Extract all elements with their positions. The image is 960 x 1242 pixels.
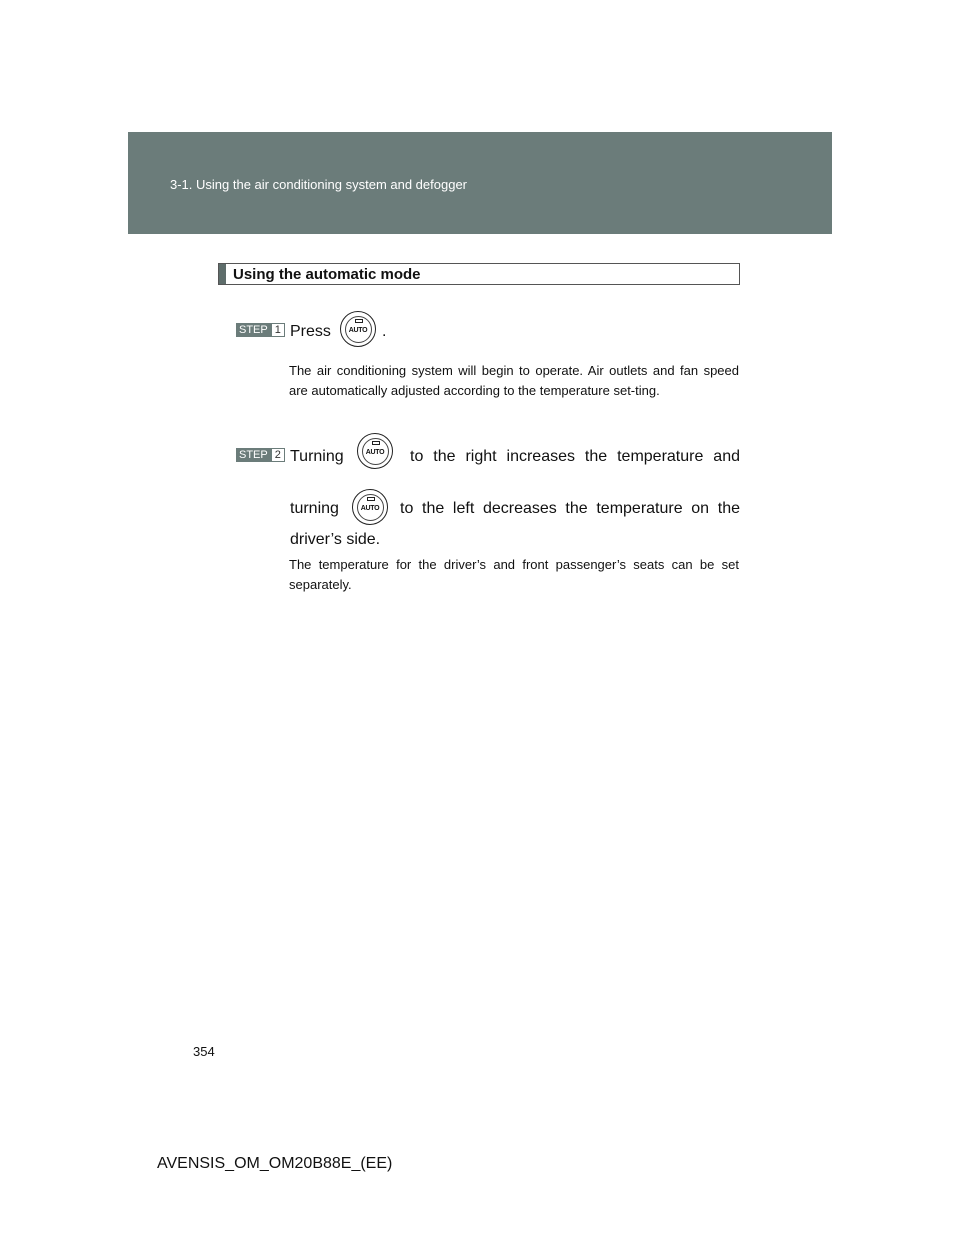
step-number: 2 [271, 448, 285, 462]
auto-dial-label: AUTO [348, 327, 368, 334]
document-code: AVENSIS_OM_OM20B88E_(EE) [157, 1155, 393, 1172]
auto-dial-label: AUTO [360, 505, 380, 512]
step-2-line1-after: to the right increases the temperature and [410, 448, 740, 465]
step-2-note: The temperature for the driver’s and front passenger’s seats can be set separately. [289, 557, 739, 592]
auto-dial-icon [357, 433, 393, 469]
step-1-note: The air conditioning system will begin to operate. Air outlets and fan speed are automatically adjusted according to the temperature set-ting. [289, 363, 739, 398]
heading-accent-bar [219, 264, 226, 284]
page-number: 354 [193, 1044, 215, 1059]
step-number: 1 [271, 323, 285, 337]
step-2-line3: driver’s side. [290, 531, 381, 548]
breadcrumb: 3-1. Using the air conditioning system and defogger [170, 177, 468, 192]
step-2-line1-before: Turning [290, 448, 344, 465]
auto-dial-label: AUTO [365, 449, 385, 456]
step-label: STEP [236, 448, 271, 462]
step-1-text-after: . [382, 323, 387, 340]
auto-dial-icon [352, 489, 388, 525]
section-heading [218, 263, 740, 285]
auto-dial-icon [340, 311, 376, 347]
step-1-badge [236, 323, 285, 337]
step-2-line2-before: turning [290, 500, 339, 517]
step-1-text-before: Press [290, 323, 331, 340]
section-title: Using the automatic mode [233, 266, 421, 283]
step-2-line2-after: to the left decreases the temperature on the [400, 500, 740, 517]
step-2-badge [236, 448, 285, 462]
step-label: STEP [236, 323, 271, 337]
